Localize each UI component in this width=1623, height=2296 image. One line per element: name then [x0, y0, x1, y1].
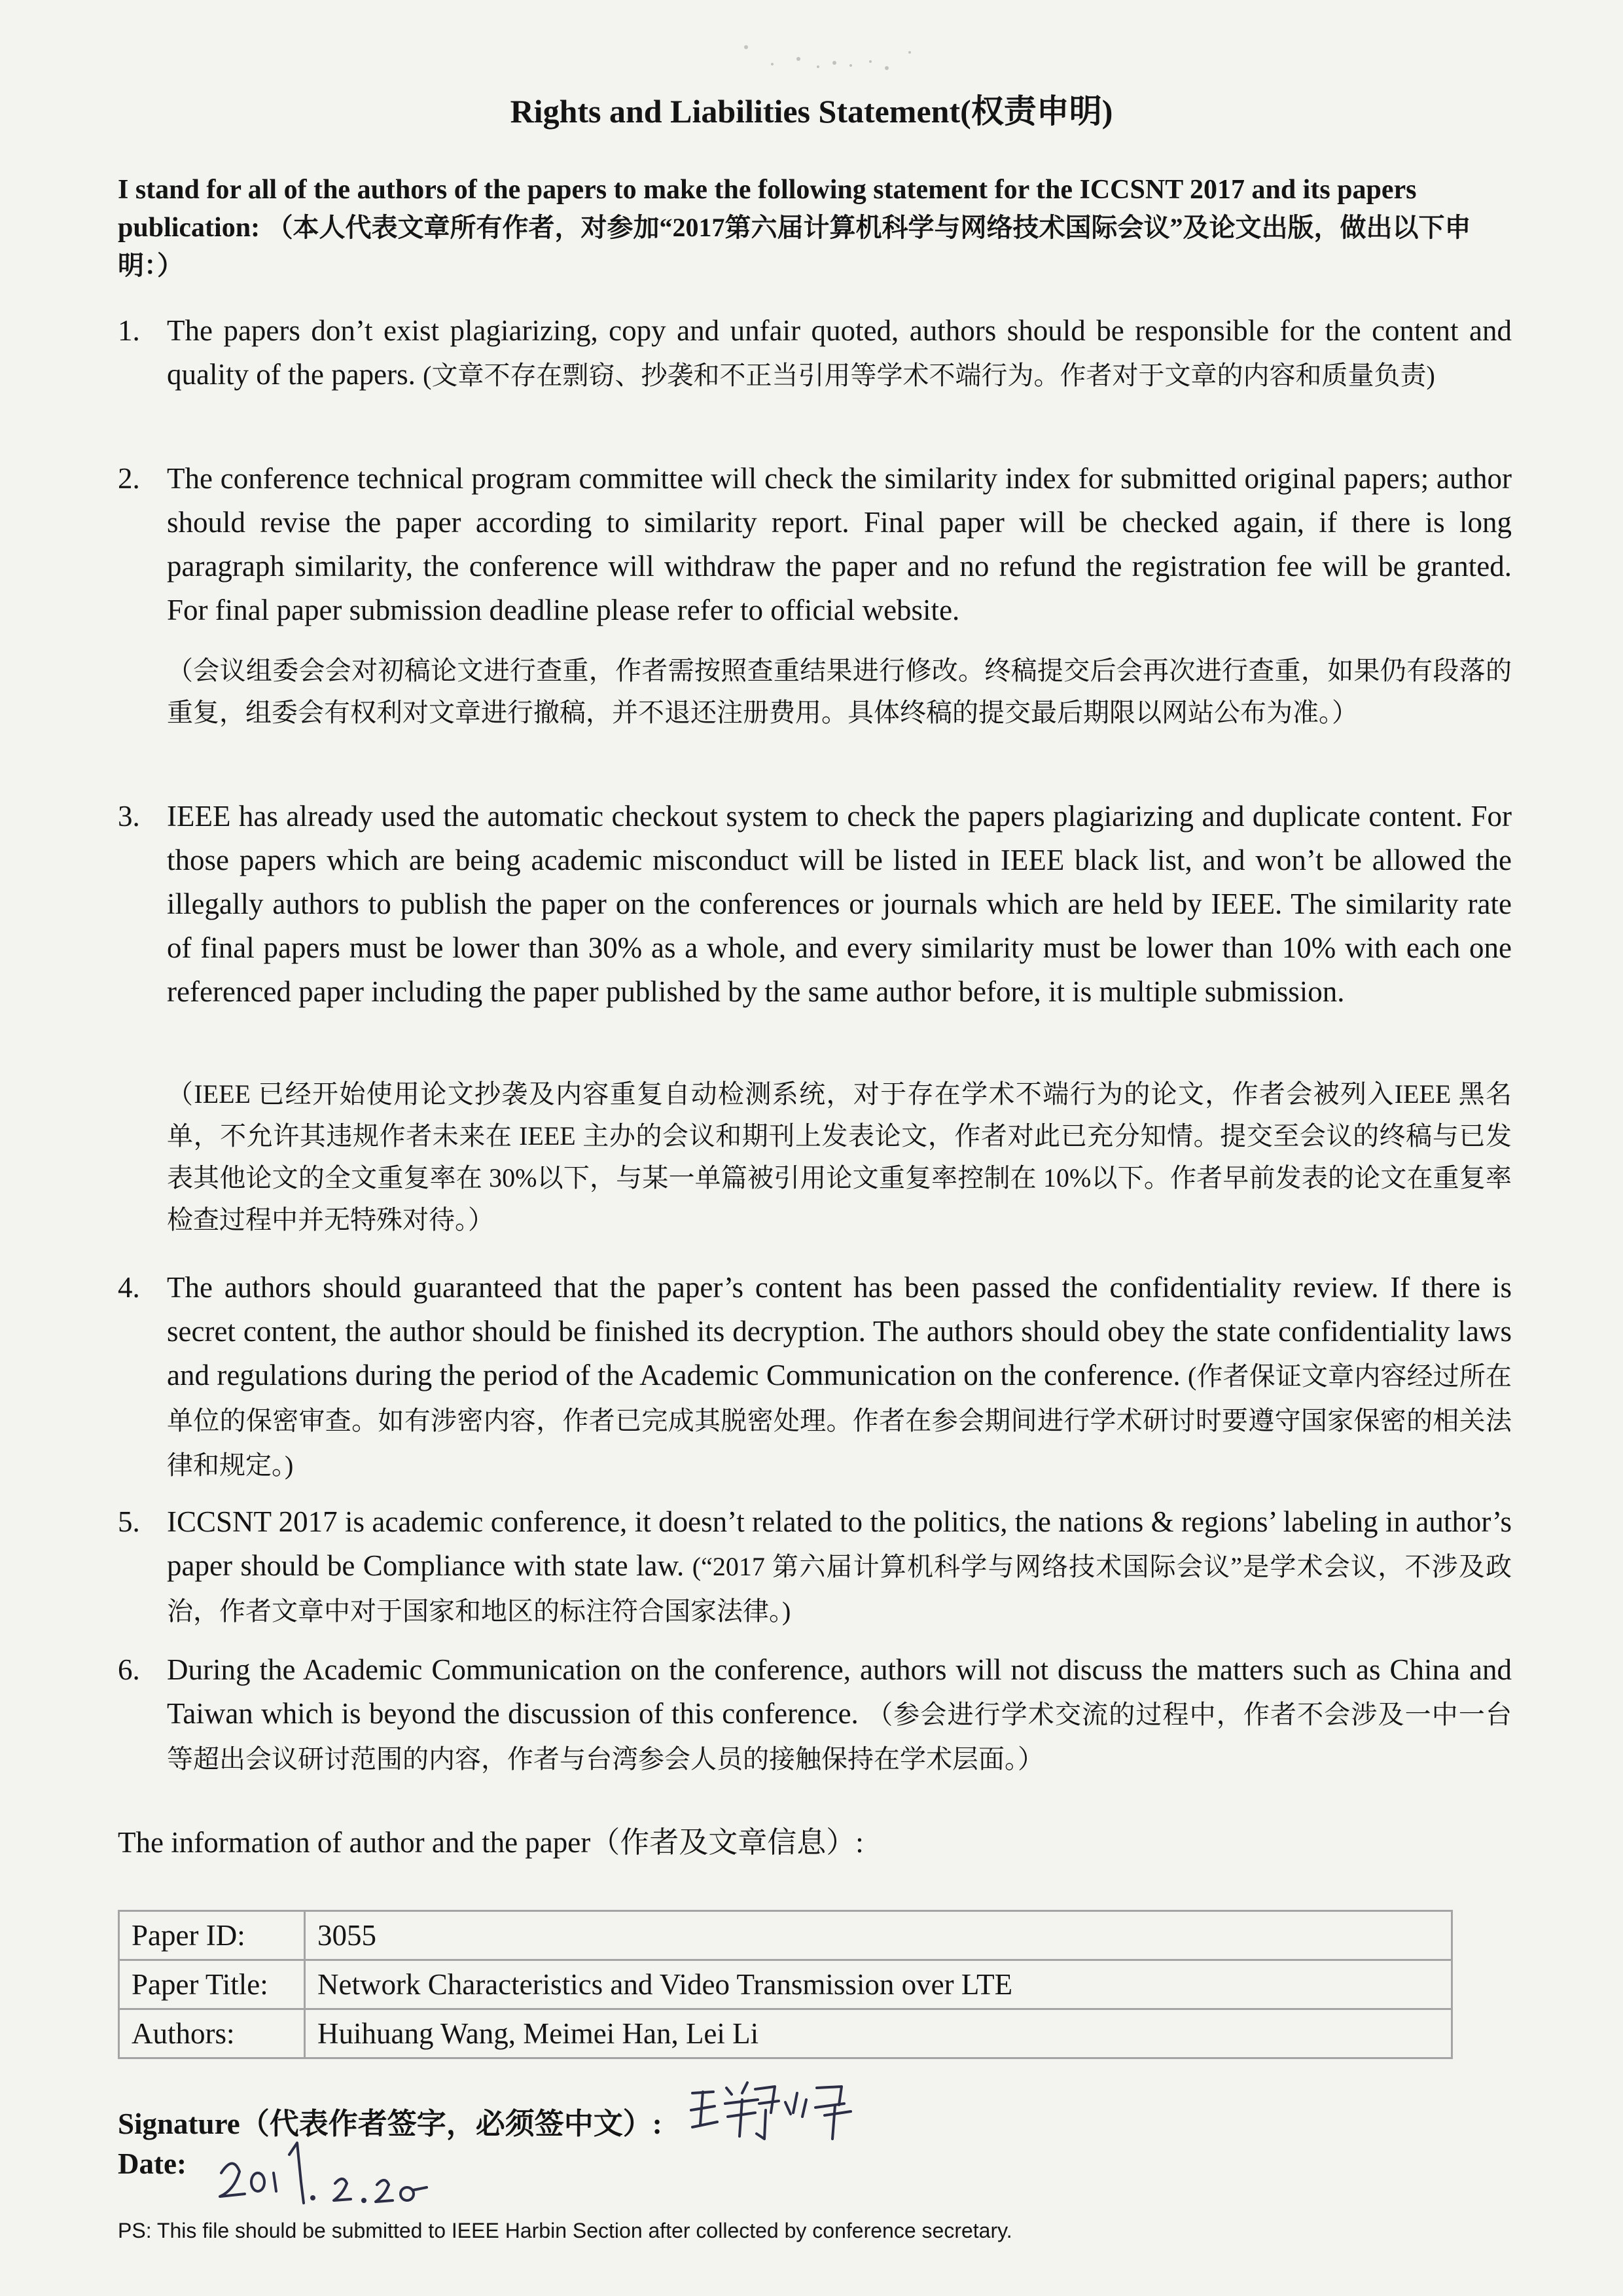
statement-item-4	[118, 1266, 1512, 1487]
item-number: 6.	[118, 1653, 140, 1686]
signature-label: Signature（代表作者签字，必须签中文）:	[118, 2108, 662, 2140]
authors-label: Authors:	[119, 2009, 305, 2058]
item-chinese: (文章不存在剽窃、抄袭和不正当引用等学术不端行为。作者对于文章的内容和质量负责)	[423, 361, 1435, 390]
item-chinese: （参会进行学术交流的过程中，作者不会涉及一中一台等超出会议研讨范围的内容，作者与台湾参会人员的接触保持在学术层面。）	[167, 1700, 1512, 1774]
intro-english: I stand for all of the authors of the papers to make the following statement for the ICCSNT 2017 and its papers publication:	[118, 175, 1417, 243]
ps-note: PS: This file should be submitted to IEEE Harbin Section after collected by conference secretary.	[118, 2219, 1012, 2242]
item-number: 3.	[118, 800, 140, 833]
paper-info-table	[118, 1910, 1453, 2059]
table-row	[119, 1911, 1452, 1960]
statement-item-3	[118, 795, 1512, 1014]
item-english: During the Academic Communication on the conference, authors will not discuss the matters such as China and Taiwan which is beyond the discussion of this conference.	[167, 1653, 1512, 1730]
handwritten-signature	[687, 2073, 877, 2145]
paper-id-label: Paper ID:	[119, 1911, 305, 1960]
paper-title-label: Paper Title:	[119, 1960, 305, 2009]
item-english: IEEE has already used the automatic checkout system to check the papers plagiarizing and duplicate content. For those papers which are being academic misconduct will be listed in IEEE black list, and won’t be allowed the illegally authors to publish the paper on the conferences or journals which are held by IEEE. The similarity rate of final papers must be lower than 30% as a whole, and every similarity must be lower than 10% with each one referenced paper including the paper published by the same author before, it is multiple submission.	[167, 800, 1512, 1008]
table-row	[119, 1960, 1452, 2009]
page-title: Rights and Liabilities Statement(权责申明)	[510, 93, 1113, 130]
item-number: 2.	[118, 462, 140, 495]
date-label: Date:	[118, 2147, 187, 2180]
author-info-heading: The information of author and the paper（作者及文章信息）:	[118, 1826, 864, 1859]
table-row	[119, 2009, 1452, 2058]
scan-noise	[720, 39, 929, 79]
item-number: 1.	[118, 314, 140, 347]
statement-item-5	[118, 1500, 1512, 1633]
intro-chinese: （本人代表文章所有作者，对参加“2017第六届计算机科学与网络技术国际会议”及论文出版，做出以下申明：）	[118, 213, 1471, 280]
item-3-chinese: （IEEE 已经开始使用论文抄袭及内容重复自动检测系统，对于存在学术不端行为的论文，作者会被列入IEEE 黑名单，不允许其违规作者未来在 IEEE 主办的会议和期刊上发表论文，作者对此已充分知情。提交至会议的终稿与已发表其他论文的全文重复率在 30%以下，与某一单篇被引用论文重复率控制在 10%以下。作者早前发表的论文在重复率检查过程中并无特殊对待。）	[167, 1079, 1512, 1234]
item-chinese: (作者保证文章内容经过所在单位的保密审查。如有涉密内容，作者已完成其脱密处理。作者在参会期间进行学术研讨时要遵守国家保密的相关法律和规定。)	[167, 1361, 1512, 1480]
item-english: The conference technical program committee will check the similarity index for submitted original papers; author should revise the paper according to similarity report. Final paper will be checked again, if there is long paragraph similarity, the conference will withdraw the paper and no refund the registration fee will be granted. For final paper submission deadline please refer to official website.	[167, 462, 1512, 626]
item-english: The authors should guaranteed that the paper’s content has been passed the confidentiality review. If there is secret content, the author should be finished its decryption. The authors should obey the state confidentiality laws and regulations during the period of the Academic Communication on the conference.	[167, 1271, 1512, 1391]
paper-id-value: 3055	[305, 1911, 1452, 1960]
statement-item-6	[118, 1648, 1512, 1781]
statement-item-1	[118, 309, 1512, 397]
item-chinese: (“2017 第六届计算机科学与网络技术国际会议”是学术会议，不涉及政治，作者文章中对于国家和地区的标注符合国家法律。)	[167, 1552, 1512, 1626]
authors-value: Huihuang Wang, Meimei Han, Lei Li	[305, 2009, 1452, 2058]
intro-statement	[118, 171, 1512, 285]
item-english: ICCSNT 2017 is academic conference, it doesn’t related to the politics, the nations & regions’ labeling in author’s paper should be Compliance with state law.	[167, 1505, 1512, 1582]
item-number: 4.	[118, 1271, 140, 1304]
item-english: The papers don’t exist plagiarizing, copy and unfair quoted, authors should be responsible for the content and quality of the papers.	[167, 314, 1512, 391]
paper-title-value: Network Characteristics and Video Transmission over LTE	[305, 1960, 1452, 2009]
item-number: 5.	[118, 1505, 140, 1538]
statement-item-2	[118, 457, 1512, 632]
item-2-chinese: （会议组委会会对初稿论文进行查重，作者需按照查重结果进行修改。终稿提交后会再次进行查重，如果仍有段落的重复，组委会有权利对文章进行撤稿，并不退还注册费用。具体终稿的提交最后期限以网站公布为准。）	[167, 656, 1512, 727]
handwritten-date	[216, 2135, 432, 2207]
